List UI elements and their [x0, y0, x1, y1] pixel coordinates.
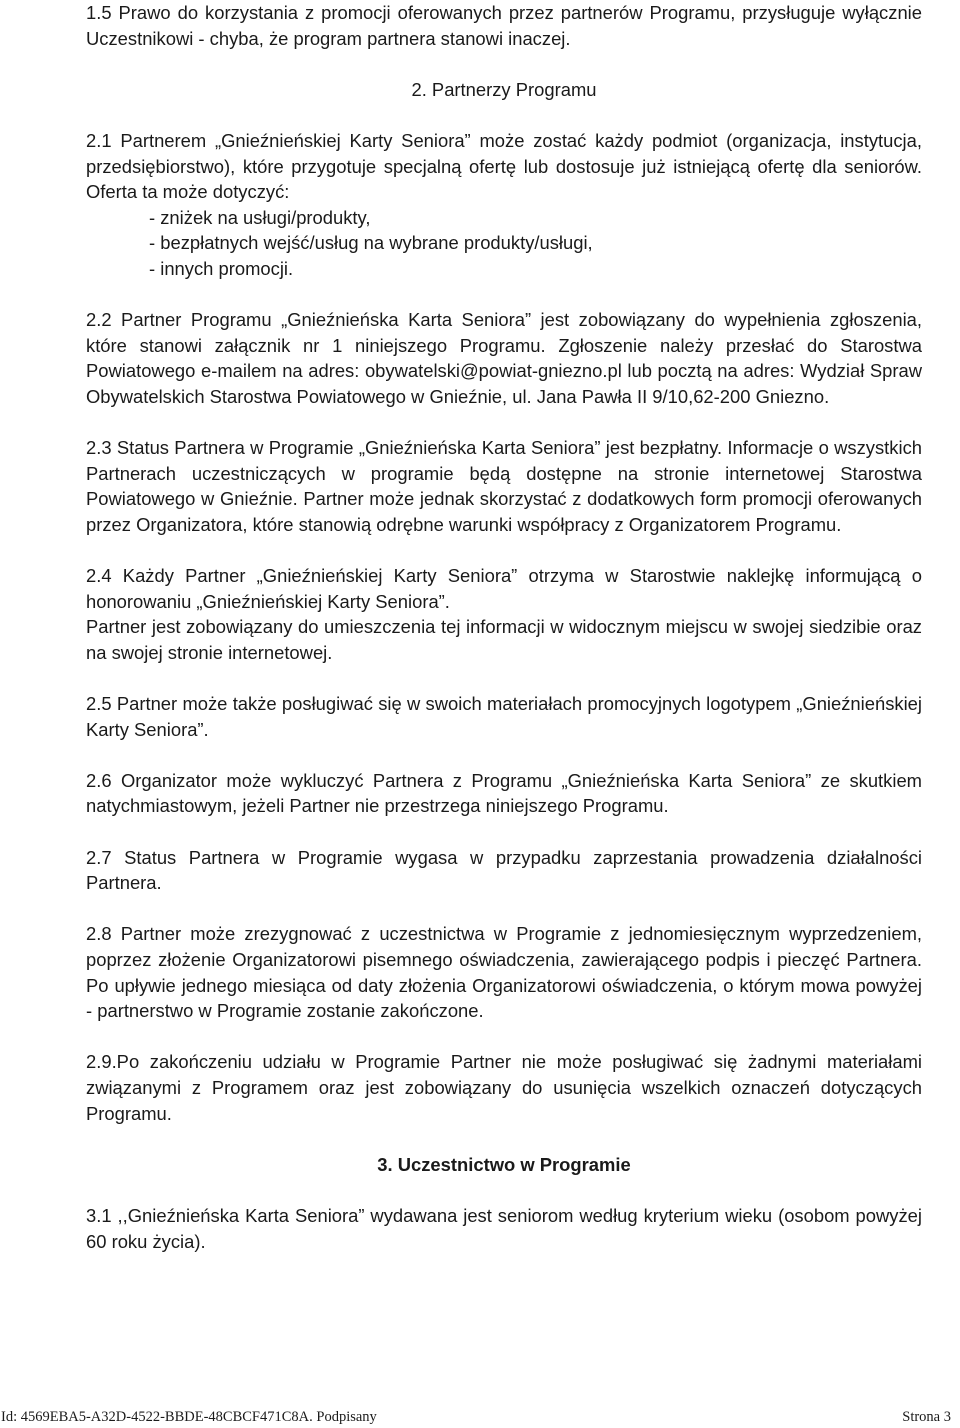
paragraph-2-6: 2.6 Organizator może wykluczyć Partnera z Programu „Gnieźnieńska Karta Seniora” ze skutkiem natychmiastowym, jeżeli Partner nie przestrzega niniejszego Programu. [86, 769, 922, 817]
paragraph-2-4: 2.4 Każdy Partner „Gnieźnieńskiej Karty Seniora” otrzyma w Starostwie naklejkę informującą o honorowaniu „Gnieźnieńskiej Karty Seniora”. [86, 565, 922, 612]
document-id: Id: 4569EBA5-A32D-4522-BBDE-48CBCF471C8A. Podpisany [1, 1409, 377, 1425]
section-2-heading: 2. Partnerzy Programu [411, 78, 597, 100]
list-item: - zniżek na usługi/produkty, [149, 206, 371, 228]
paragraph-2-5: 2.5 Partner może także posługiwać się w swoich materiałach promocyjnych logotypem „Gnieźnieńskiej Karty Seniora”. [86, 693, 922, 740]
section-3-heading: 3. Uczestnictwo w Programie [377, 1153, 631, 1175]
paragraph-3-1: 3.1 ,,Gnieźnieńska Karta Seniora” wydawana jest seniorom według kryterium wieku (osobom powyżej 60 roku życia). [86, 1204, 922, 1252]
paragraph-2-9: 2.9.Po zakończeniu udziału w Programie Partner nie może posługiwać się żadnymi materiałami związanymi z Programem oraz jest zobowiązany do usunięcia wszelkich oznaczeń dotyczących Programu. [86, 1051, 922, 1124]
paragraph-1-5: 1.5 Prawo do korzystania z promocji oferowanych przez partnerów Programu, przysługuje wyłącznie Uczestnikowi - chyba, że program partnera stanowi inaczej. [86, 2, 922, 49]
paragraph-2-3: 2.3 Status Partnera w Programie „Gnieźnieńska Karta Seniora” jest bezpłatny. Informacje o wszystkich Partnerach uczestniczących w programie będą dostępne na stronie internetowej Starostwa Powiatowego w Gnieźnie. Partner może jednak skorzystać z dodatkowych form promocji oferowanych przez Organizatora, które stanowią odrębne warunki współpracy z Organizatorem Programu. [86, 437, 922, 535]
list-item: - bezpłatnych wejść/usług na wybrane produkty/usługi, [149, 232, 593, 254]
page-number: Strona 3 [902, 1409, 951, 1425]
paragraph-2-1: 2.1 Partnerem „Gnieźnieńskiej Karty Seniora” może zostać każdy podmiot (organizacja, instytucja, przedsiębiorstwo), które przygotuje specjalną ofertę lub dostosuje już istniejącą ofertę dla seniorów. Oferta ta może dotyczyć: [86, 129, 922, 203]
paragraph-2-8: 2.8 Partner może zrezygnować z uczestnictwa w Programie z jednomiesięcznym wyprzedzeniem, poprzez złożenie Organizatorowi pisemnego oświadczenia, zawierającego podpis i pieczęć Partnera. Po upływie jednego miesiąca od daty złożenia Organizatorowi oświadczenia, o którym mowa powyżej - partnerstwo w Programie zostanie zakończone. [86, 923, 922, 1022]
offer-list [86, 205, 922, 282]
paragraph-2-2: 2.2 Partner Programu „Gnieźnieńska Karta Seniora” jest zobowiązany do wypełnienia zgłoszenia, które stanowi załącznik nr 1 niniejszego Programu. Zgłoszenie należy przesłać do Starostwa Powiatowego e-mailem na adres: obywatelski@powiat-gniezno.pl lub pocztą na adres: Wydział Spraw Obywatelskich Starostwa Powiatowego w Gnieźnie, ul. Jana Pawła II 9/10,62-200 Gniezno. [86, 309, 922, 407]
paragraph-2-7: 2.7 Status Partnera w Programie wygasa w przypadku zaprzestania prowadzenia działalności Partnera. [86, 846, 922, 894]
document-body [86, 0, 922, 1254]
paragraph-2-4-continued: Partner jest zobowiązany do umieszczenia tej informacji w widocznym miejscu w swojej siedzibie oraz na swojej stronie internetowej. [86, 616, 922, 663]
page-footer [0, 1408, 960, 1426]
list-item: - innych promocji. [149, 257, 294, 279]
